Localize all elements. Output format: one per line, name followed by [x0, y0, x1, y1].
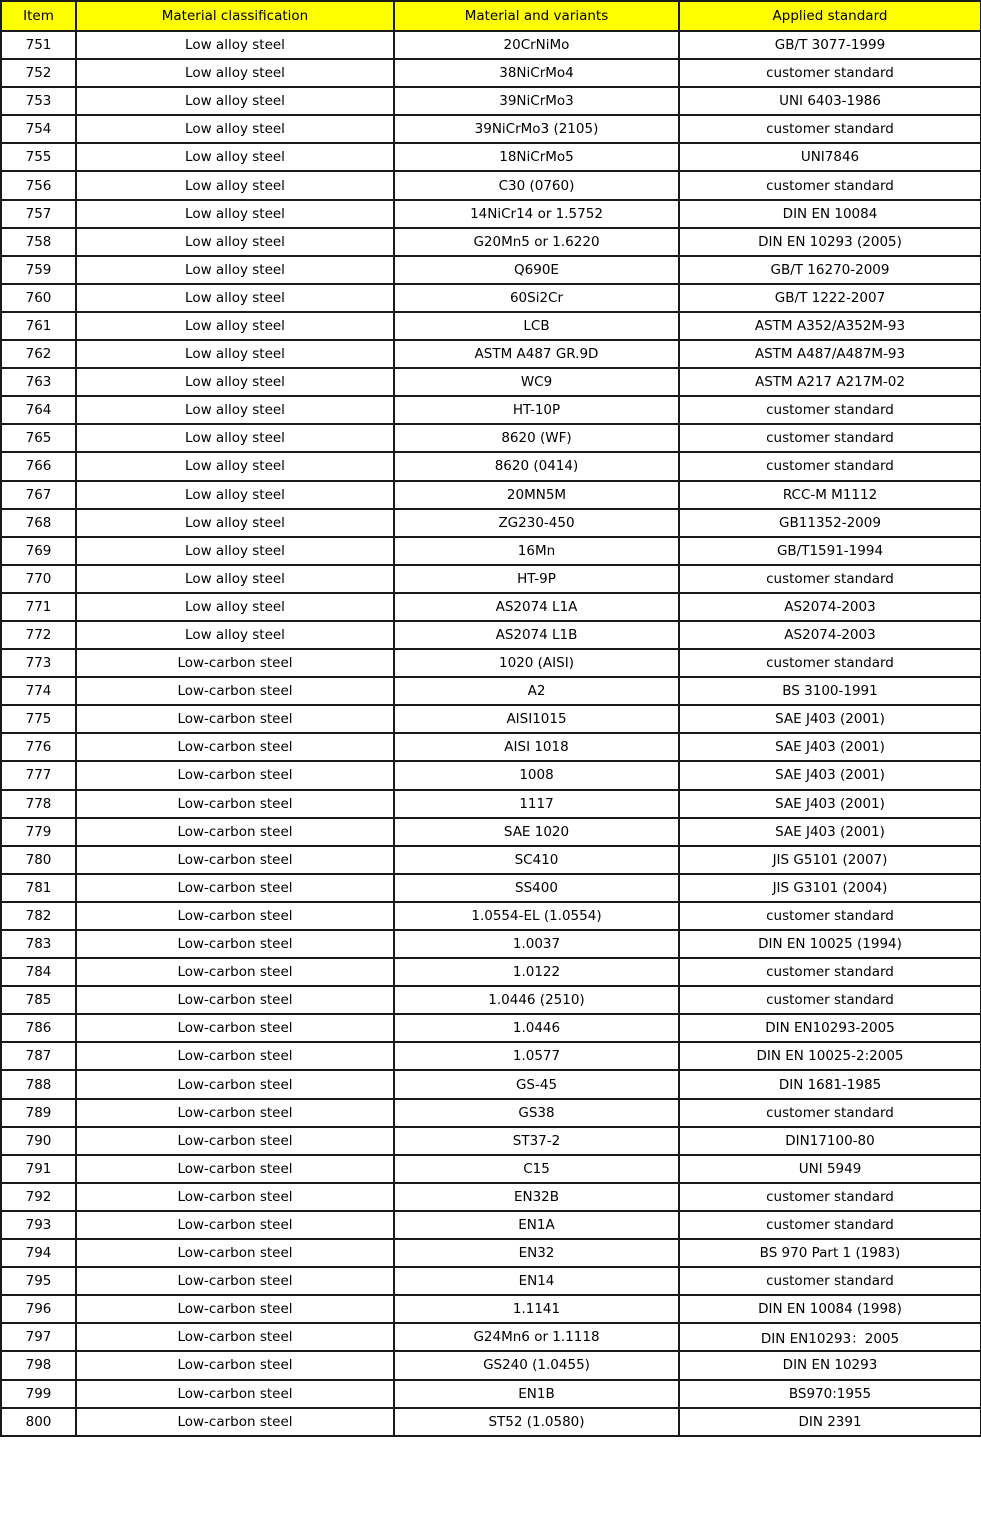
material-cell: 8620 (WF)	[394, 424, 679, 452]
table-row	[1, 1155, 981, 1183]
material-cell: 16Mn	[394, 537, 679, 565]
item-cell: 766	[1, 452, 76, 480]
item-cell: 752	[1, 59, 76, 87]
material-cell: SS400	[394, 874, 679, 902]
header-item: Item	[1, 1, 76, 31]
classification-cell: Low-carbon steel	[76, 818, 394, 846]
table-row	[1, 1183, 981, 1211]
item-cell: 791	[1, 1155, 76, 1183]
standard-cell: ASTM A487/A487M-93	[679, 340, 981, 368]
table-row	[1, 368, 981, 396]
table-row	[1, 1042, 981, 1070]
item-cell: 770	[1, 565, 76, 593]
classification-cell: Low-carbon steel	[76, 761, 394, 789]
material-cell: AISI 1018	[394, 733, 679, 761]
table-row	[1, 1211, 981, 1239]
classification-cell: Low alloy steel	[76, 396, 394, 424]
table-row	[1, 930, 981, 958]
item-cell: 761	[1, 312, 76, 340]
classification-cell: Low-carbon steel	[76, 1295, 394, 1323]
table-row	[1, 790, 981, 818]
standard-cell: customer standard	[679, 59, 981, 87]
classification-cell: Low-carbon steel	[76, 733, 394, 761]
standard-cell: DIN EN10293-2005	[679, 1014, 981, 1042]
table-row	[1, 115, 981, 143]
table-row	[1, 312, 981, 340]
classification-cell: Low-carbon steel	[76, 1099, 394, 1127]
item-cell: 774	[1, 677, 76, 705]
material-cell: WC9	[394, 368, 679, 396]
material-cell: LCB	[394, 312, 679, 340]
item-cell: 794	[1, 1239, 76, 1267]
standard-cell: GB/T1591-1994	[679, 537, 981, 565]
standard-cell: JIS G3101 (2004)	[679, 874, 981, 902]
standard-cell: customer standard	[679, 649, 981, 677]
item-cell: 754	[1, 115, 76, 143]
table-row	[1, 1239, 981, 1267]
material-cell: 60Si2Cr	[394, 284, 679, 312]
material-cell: HT-10P	[394, 396, 679, 424]
material-cell: EN32	[394, 1239, 679, 1267]
item-cell: 798	[1, 1351, 76, 1379]
item-cell: 788	[1, 1070, 76, 1098]
table-row	[1, 818, 981, 846]
item-cell: 782	[1, 902, 76, 930]
material-cell: 20MN5M	[394, 481, 679, 509]
material-cell: 1.1141	[394, 1295, 679, 1323]
standard-cell: GB11352-2009	[679, 509, 981, 537]
table-row	[1, 396, 981, 424]
material-cell: 1.0037	[394, 930, 679, 958]
standard-cell: ASTM A352/A352M-93	[679, 312, 981, 340]
classification-cell: Low alloy steel	[76, 284, 394, 312]
classification-cell: Low-carbon steel	[76, 1408, 394, 1436]
classification-cell: Low-carbon steel	[76, 1127, 394, 1155]
classification-cell: Low alloy steel	[76, 424, 394, 452]
classification-cell: Low-carbon steel	[76, 1323, 394, 1351]
classification-cell: Low alloy steel	[76, 200, 394, 228]
standard-cell: SAE J403 (2001)	[679, 733, 981, 761]
standard-cell: GB/T 1222-2007	[679, 284, 981, 312]
standard-cell: UNI 6403-1986	[679, 87, 981, 115]
standard-cell: DIN EN 10084 (1998)	[679, 1295, 981, 1323]
material-cell: EN1A	[394, 1211, 679, 1239]
table-row	[1, 143, 981, 171]
classification-cell: Low-carbon steel	[76, 649, 394, 677]
table-row	[1, 761, 981, 789]
item-cell: 753	[1, 87, 76, 115]
item-cell: 758	[1, 228, 76, 256]
item-cell: 755	[1, 143, 76, 171]
classification-cell: Low-carbon steel	[76, 705, 394, 733]
standard-cell: customer standard	[679, 1183, 981, 1211]
table-row	[1, 986, 981, 1014]
material-cell: 1.0446	[394, 1014, 679, 1042]
classification-cell: Low alloy steel	[76, 256, 394, 284]
classification-cell: Low-carbon steel	[76, 1070, 394, 1098]
standard-cell: UNI7846	[679, 143, 981, 171]
material-cell: EN1B	[394, 1380, 679, 1408]
item-cell: 795	[1, 1267, 76, 1295]
material-cell: 1008	[394, 761, 679, 789]
classification-cell: Low alloy steel	[76, 340, 394, 368]
classification-cell: Low-carbon steel	[76, 1239, 394, 1267]
material-cell: 20CrNiMo	[394, 31, 679, 59]
item-cell: 797	[1, 1323, 76, 1351]
standard-cell: GB/T 16270-2009	[679, 256, 981, 284]
standard-cell: GB/T 3077-1999	[679, 31, 981, 59]
standard-cell: UNI 5949	[679, 1155, 981, 1183]
classification-cell: Low alloy steel	[76, 87, 394, 115]
table-row	[1, 1408, 981, 1436]
classification-cell: Low-carbon steel	[76, 902, 394, 930]
material-cell: 1.0577	[394, 1042, 679, 1070]
classification-cell: Low alloy steel	[76, 537, 394, 565]
header-standard: Applied standard	[679, 1, 981, 31]
standard-cell: customer standard	[679, 1267, 981, 1295]
material-cell: 1.0122	[394, 958, 679, 986]
item-cell: 785	[1, 986, 76, 1014]
item-cell: 790	[1, 1127, 76, 1155]
standard-cell: BS 970 Part 1 (1983)	[679, 1239, 981, 1267]
classification-cell: Low alloy steel	[76, 621, 394, 649]
classification-cell: Low-carbon steel	[76, 846, 394, 874]
classification-cell: Low-carbon steel	[76, 790, 394, 818]
table-row	[1, 537, 981, 565]
classification-cell: Low alloy steel	[76, 452, 394, 480]
standard-cell: customer standard	[679, 115, 981, 143]
table-row	[1, 87, 981, 115]
table-row	[1, 228, 981, 256]
standard-cell: customer standard	[679, 958, 981, 986]
item-cell: 772	[1, 621, 76, 649]
classification-cell: Low-carbon steel	[76, 958, 394, 986]
standard-cell: customer standard	[679, 171, 981, 199]
item-cell: 776	[1, 733, 76, 761]
table-row	[1, 284, 981, 312]
table-row	[1, 452, 981, 480]
item-cell: 783	[1, 930, 76, 958]
table-row	[1, 733, 981, 761]
table-row	[1, 1323, 981, 1351]
classification-cell: Low alloy steel	[76, 31, 394, 59]
standard-cell: DIN EN10293：2005	[679, 1323, 981, 1351]
item-cell: 799	[1, 1380, 76, 1408]
table-row	[1, 874, 981, 902]
material-cell: 38NiCrMo4	[394, 59, 679, 87]
table-row	[1, 593, 981, 621]
table-row	[1, 1099, 981, 1127]
classification-cell: Low-carbon steel	[76, 677, 394, 705]
material-cell: 1117	[394, 790, 679, 818]
table-row	[1, 424, 981, 452]
classification-cell: Low alloy steel	[76, 228, 394, 256]
item-cell: 796	[1, 1295, 76, 1323]
table-row	[1, 59, 981, 87]
material-cell: 1.0446 (2510)	[394, 986, 679, 1014]
standard-cell: customer standard	[679, 986, 981, 1014]
item-cell: 765	[1, 424, 76, 452]
material-cell: ST52 (1.0580)	[394, 1408, 679, 1436]
table-body	[1, 31, 981, 1436]
header-material: Material and variants	[394, 1, 679, 31]
material-cell: 8620 (0414)	[394, 452, 679, 480]
material-cell: GS38	[394, 1099, 679, 1127]
classification-cell: Low-carbon steel	[76, 1351, 394, 1379]
classification-cell: Low alloy steel	[76, 312, 394, 340]
material-cell: 39NiCrMo3 (2105)	[394, 115, 679, 143]
item-cell: 773	[1, 649, 76, 677]
table-row	[1, 958, 981, 986]
material-cell: GS-45	[394, 1070, 679, 1098]
item-cell: 792	[1, 1183, 76, 1211]
table-row	[1, 200, 981, 228]
classification-cell: Low alloy steel	[76, 481, 394, 509]
material-cell: 39NiCrMo3	[394, 87, 679, 115]
standard-cell: JIS G5101 (2007)	[679, 846, 981, 874]
item-cell: 767	[1, 481, 76, 509]
classification-cell: Low-carbon steel	[76, 1155, 394, 1183]
table-row	[1, 846, 981, 874]
classification-cell: Low-carbon steel	[76, 1014, 394, 1042]
table-row	[1, 1295, 981, 1323]
item-cell: 777	[1, 761, 76, 789]
table-row	[1, 902, 981, 930]
classification-cell: Low alloy steel	[76, 593, 394, 621]
item-cell: 775	[1, 705, 76, 733]
item-cell: 800	[1, 1408, 76, 1436]
classification-cell: Low alloy steel	[76, 509, 394, 537]
item-cell: 763	[1, 368, 76, 396]
standard-cell: SAE J403 (2001)	[679, 790, 981, 818]
item-cell: 757	[1, 200, 76, 228]
item-cell: 779	[1, 818, 76, 846]
material-cell: ASTM A487 GR.9D	[394, 340, 679, 368]
table-row	[1, 1267, 981, 1295]
table-row	[1, 1127, 981, 1155]
table-row	[1, 256, 981, 284]
item-cell: 780	[1, 846, 76, 874]
header-row	[1, 1, 981, 31]
standard-cell: SAE J403 (2001)	[679, 761, 981, 789]
standard-cell: customer standard	[679, 396, 981, 424]
table-row	[1, 171, 981, 199]
material-cell: A2	[394, 677, 679, 705]
classification-cell: Low-carbon steel	[76, 1183, 394, 1211]
material-cell: AS2074 L1B	[394, 621, 679, 649]
table-row	[1, 677, 981, 705]
item-cell: 786	[1, 1014, 76, 1042]
table-row	[1, 509, 981, 537]
material-cell: HT-9P	[394, 565, 679, 593]
classification-cell: Low alloy steel	[76, 368, 394, 396]
table-row	[1, 1070, 981, 1098]
classification-cell: Low-carbon steel	[76, 1042, 394, 1070]
item-cell: 768	[1, 509, 76, 537]
standard-cell: AS2074-2003	[679, 621, 981, 649]
classification-cell: Low alloy steel	[76, 143, 394, 171]
table-header	[1, 1, 981, 31]
standard-cell: BS 3100-1991	[679, 677, 981, 705]
standard-cell: customer standard	[679, 452, 981, 480]
standard-cell: customer standard	[679, 1211, 981, 1239]
classification-cell: Low alloy steel	[76, 59, 394, 87]
classification-cell: Low alloy steel	[76, 171, 394, 199]
standard-cell: RCC-M M1112	[679, 481, 981, 509]
table-row	[1, 649, 981, 677]
classification-cell: Low alloy steel	[76, 565, 394, 593]
standard-cell: DIN 1681-1985	[679, 1070, 981, 1098]
classification-cell: Low-carbon steel	[76, 930, 394, 958]
material-cell: G20Mn5 or 1.6220	[394, 228, 679, 256]
table-row	[1, 621, 981, 649]
item-cell: 781	[1, 874, 76, 902]
item-cell: 789	[1, 1099, 76, 1127]
item-cell: 778	[1, 790, 76, 818]
table-row	[1, 565, 981, 593]
material-cell: G24Mn6 or 1.1118	[394, 1323, 679, 1351]
item-cell: 760	[1, 284, 76, 312]
standard-cell: DIN EN 10025-2:2005	[679, 1042, 981, 1070]
classification-cell: Low-carbon steel	[76, 1211, 394, 1239]
table-row	[1, 1380, 981, 1408]
classification-cell: Low alloy steel	[76, 115, 394, 143]
material-cell: EN32B	[394, 1183, 679, 1211]
material-cell: AS2074 L1A	[394, 593, 679, 621]
table-row	[1, 340, 981, 368]
material-cell: ST37-2	[394, 1127, 679, 1155]
standard-cell: DIN EN 10084	[679, 200, 981, 228]
item-cell: 756	[1, 171, 76, 199]
item-cell: 751	[1, 31, 76, 59]
standard-cell: customer standard	[679, 1099, 981, 1127]
standard-cell: SAE J403 (2001)	[679, 705, 981, 733]
material-cell: 14NiCr14 or 1.5752	[394, 200, 679, 228]
classification-cell: Low-carbon steel	[76, 986, 394, 1014]
material-cell: ZG230-450	[394, 509, 679, 537]
classification-cell: Low-carbon steel	[76, 874, 394, 902]
standard-cell: ASTM A217 A217M-02	[679, 368, 981, 396]
material-cell: AISI1015	[394, 705, 679, 733]
standard-cell: DIN EN 10293	[679, 1351, 981, 1379]
item-cell: 759	[1, 256, 76, 284]
standard-cell: customer standard	[679, 424, 981, 452]
material-cell: EN14	[394, 1267, 679, 1295]
item-cell: 771	[1, 593, 76, 621]
standard-cell: DIN 2391	[679, 1408, 981, 1436]
item-cell: 787	[1, 1042, 76, 1070]
material-cell: 1.0554-EL (1.0554)	[394, 902, 679, 930]
standard-cell: customer standard	[679, 902, 981, 930]
material-cell: SC410	[394, 846, 679, 874]
standard-cell: BS970:1955	[679, 1380, 981, 1408]
material-cell: 1020 (AISI)	[394, 649, 679, 677]
table-row	[1, 1351, 981, 1379]
table-row	[1, 481, 981, 509]
material-cell: SAE 1020	[394, 818, 679, 846]
standard-cell: SAE J403 (2001)	[679, 818, 981, 846]
material-cell: GS240 (1.0455)	[394, 1351, 679, 1379]
standard-cell: DIN17100-80	[679, 1127, 981, 1155]
standard-cell: DIN EN 10293 (2005)	[679, 228, 981, 256]
classification-cell: Low-carbon steel	[76, 1267, 394, 1295]
classification-cell: Low-carbon steel	[76, 1380, 394, 1408]
item-cell: 764	[1, 396, 76, 424]
item-cell: 784	[1, 958, 76, 986]
item-cell: 769	[1, 537, 76, 565]
standard-cell: customer standard	[679, 565, 981, 593]
standard-cell: AS2074-2003	[679, 593, 981, 621]
table-row	[1, 705, 981, 733]
material-cell: C30 (0760)	[394, 171, 679, 199]
material-cell: Q690E	[394, 256, 679, 284]
standard-cell: DIN EN 10025 (1994)	[679, 930, 981, 958]
table-row	[1, 1014, 981, 1042]
table-row	[1, 31, 981, 59]
item-cell: 762	[1, 340, 76, 368]
material-cell: C15	[394, 1155, 679, 1183]
header-classification: Material classification	[76, 1, 394, 31]
material-cell: 18NiCrMo5	[394, 143, 679, 171]
item-cell: 793	[1, 1211, 76, 1239]
